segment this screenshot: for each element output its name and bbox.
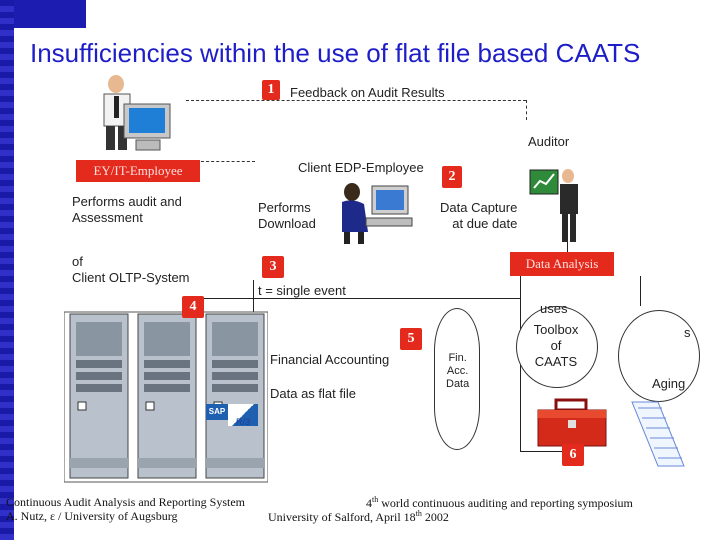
ey-it-employee-box: EY/IT-Employee xyxy=(76,160,200,182)
performs-audit-label xyxy=(72,194,182,226)
performs-download-line-2: Download xyxy=(258,216,316,231)
fin-acc-data-line-3: Data xyxy=(446,378,470,390)
toolbox-line-3: CAATS xyxy=(534,354,578,369)
step-badge-3: 3 xyxy=(262,256,284,278)
performs-download-line-1: Performs xyxy=(258,200,311,215)
footer-ordinal-number: 4 xyxy=(366,496,372,510)
fin-acc-data-line-1: Fin. xyxy=(448,352,467,364)
performs-audit-line-2: Assessment xyxy=(72,210,143,225)
right-cut-label: s xyxy=(684,325,691,340)
of-client-label xyxy=(72,254,190,286)
paper-stack-icon xyxy=(628,398,688,470)
sap-logo-icon xyxy=(206,404,228,420)
event-horizontal-line xyxy=(200,298,520,299)
toolbox-label xyxy=(528,322,584,370)
footer-line-2-right xyxy=(268,509,449,525)
of-client-line-2: Client OLTP-System xyxy=(72,270,190,285)
footer-date-suffix: th xyxy=(415,509,422,518)
auditor-presenter-icon xyxy=(528,166,592,246)
left-stripe xyxy=(0,0,14,540)
footer-line-2-left: A. Nutz, ε / University of Augsburg xyxy=(6,509,178,523)
step-badge-6: 6 xyxy=(562,444,584,466)
fin-acc-data-label xyxy=(446,352,469,391)
footer-ordinal-suffix: th xyxy=(372,495,379,504)
performs-audit-line-1: Performs audit and xyxy=(72,194,182,209)
feedback-label: Feedback on Audit Results xyxy=(290,85,445,100)
data-analysis-box: Data Analysis xyxy=(510,252,614,276)
footer-date-text: University of Salford, April 18 xyxy=(268,510,416,524)
slide-title: Insufficiencies within the use of flat file based CAATS xyxy=(30,38,641,68)
footer-line-1-left: Continuous Audit Analysis and Reporting System xyxy=(6,495,246,509)
red-toolbox-icon xyxy=(534,398,610,450)
uses-label: uses xyxy=(540,301,568,316)
data-capture-line-2: at due date xyxy=(452,216,518,231)
person-at-computer-icon xyxy=(96,70,176,160)
footer-symposium-text: world continuous auditing and reporting symposium xyxy=(378,496,633,510)
r3-label: R/3 xyxy=(236,417,251,427)
step-badge-1: 1 xyxy=(262,80,280,100)
step-badge-5: 5 xyxy=(400,328,422,350)
step-badge-4: 4 xyxy=(182,296,204,318)
typing-person-icon xyxy=(338,180,422,246)
footer-year: 2002 xyxy=(421,510,449,524)
client-edp-employee-label: Client EDP-Employee xyxy=(298,160,424,175)
performs-download-label xyxy=(258,200,316,232)
feedback-dashed-drop xyxy=(526,100,527,120)
aging-label: Aging xyxy=(652,376,686,391)
step-badge-2: 2 xyxy=(442,166,462,188)
data-capture-line-1: Data Capture xyxy=(440,200,518,215)
toolbox-line-2: of xyxy=(550,338,562,353)
toolbox-line-1: Toolbox xyxy=(533,322,579,337)
data-flat-file-label: Data as flat file xyxy=(270,386,356,401)
sap-label: SAP xyxy=(208,407,226,416)
auditor-label: Auditor xyxy=(528,134,570,149)
of-client-line-1: of xyxy=(72,254,83,269)
single-event-label: t = single event xyxy=(258,283,346,298)
analysis-right-line xyxy=(640,276,641,306)
top-corner-bar xyxy=(14,0,86,28)
data-capture-label xyxy=(440,200,517,232)
server-rack-icon xyxy=(64,308,268,484)
fin-acc-data-line-2: Acc. xyxy=(446,365,469,377)
financial-accounting-label: Financial Accounting xyxy=(270,352,390,367)
